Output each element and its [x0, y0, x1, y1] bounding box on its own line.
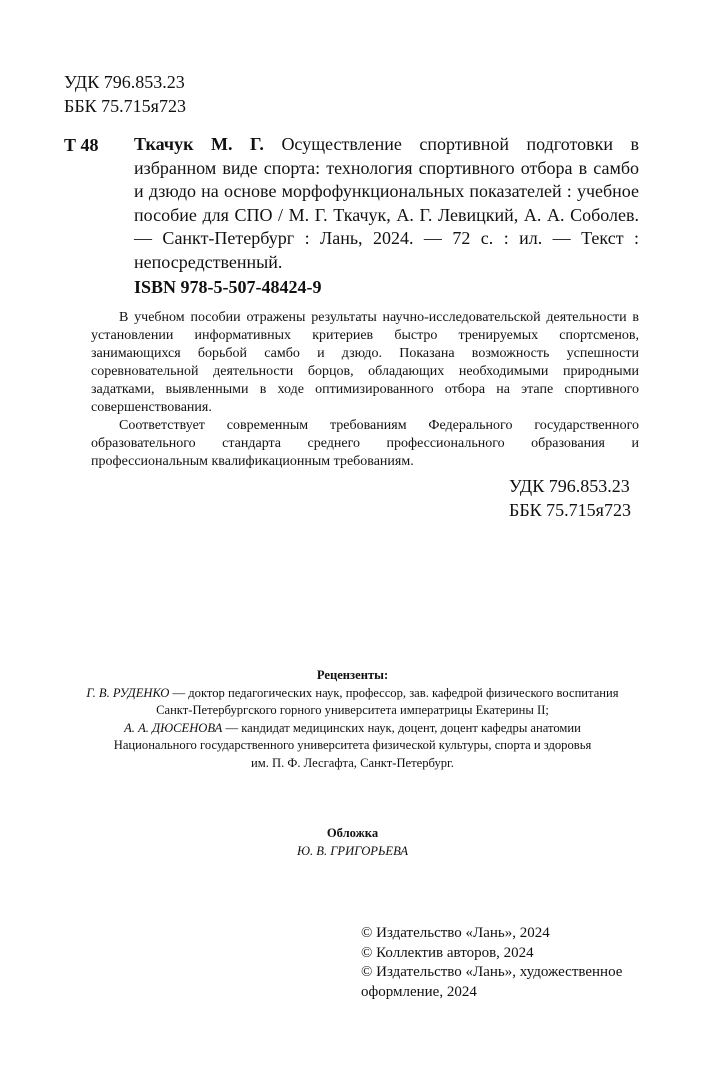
- reviewer-1-description: — доктор педагогических наук, профессор, зав. кафедрой физического воспитания: [169, 685, 619, 700]
- reviewer-1: [40, 685, 665, 703]
- copyright-line: © Издательство «Лань», 2024: [361, 925, 550, 941]
- udk-top-block: [64, 70, 186, 118]
- author-mark: Т 48: [64, 135, 99, 155]
- copyright-line: © Издательство «Лань», художественное: [361, 964, 623, 980]
- copyright-line: © Коллектив авторов, 2024: [361, 944, 534, 961]
- reviewer-2-affiliation: Национального государственного университета физической культуры, спорта и здоровья: [113, 738, 592, 752]
- reviewer-2: [40, 720, 665, 738]
- udk-code: УДК 796.853.23: [509, 476, 630, 496]
- reviewer-2-description: — кандидат медицинских наук, доцент, доцент кафедры анатомии: [222, 720, 581, 735]
- cover-credit: [40, 825, 665, 860]
- annotation-paragraph: Соответствует современным требованиям Федерального государственного образовательного стандарта среднего профессионального образования и профессиональным квалификационным требованиям.: [91, 418, 639, 469]
- copyright-line: оформление, 2024: [361, 983, 477, 1000]
- reviewers-block: [40, 667, 665, 772]
- reviewer-2-affiliation-city: им. П. Ф. Лесгафта, Санкт-Петербург.: [251, 755, 454, 770]
- bibliographic-record: [134, 133, 639, 274]
- reviewers-heading: Рецензенты:: [316, 668, 389, 682]
- udk-bottom-block: [509, 474, 631, 522]
- udk-code: УДК 796.853.23: [64, 72, 185, 92]
- annotation: [91, 309, 639, 471]
- isbn: ISBN 978-5-507-48424-9: [134, 277, 322, 297]
- bbk-code: ББК 75.715я723: [509, 500, 631, 520]
- cover-designer: Ю. В. ГРИГОРЬЕВА: [296, 843, 409, 858]
- annotation-paragraph: В учебном пособии отражены результаты научно-исследовательской деятельности в установлении информативных критериев быстро тренируемых спортсменов, занимающихся борьбой самбо и дзюдо. Показана возможность успешности соревновательной деятельности борцов, обладающих необходимыми природными задатками, выявленными в ходе оптимизированного отбора на этапе спортивного совершенствования.: [91, 310, 639, 415]
- bbk-code: ББК 75.715я723: [64, 96, 186, 116]
- cover-heading: Обложка: [326, 826, 379, 840]
- author-name: Ткачук М. Г.: [134, 134, 264, 154]
- reviewer-2-name: А. А. ДЮСЕНОВА: [124, 720, 223, 735]
- bibliographic-text: Осуществление спортивной подготовки в избранном виде спорта: технология спортивного отбора в самбо и дзюдо на основе морфофункциональных показателей : учебное пособие для СПО / М. Г. Ткачук, А. Г. Левицкий, А. А. Соболев. — Санкт-Петербург : Лань, 2024. — 72 с. : ил. — Текст : непосредственный.: [134, 134, 640, 272]
- copyright-block: [361, 924, 622, 1002]
- reviewer-1-affiliation: Санкт-Петербургского горного университета императрицы Екатерины II;: [156, 703, 549, 717]
- reviewer-1-name: Г. В. РУДЕНКО: [86, 685, 170, 700]
